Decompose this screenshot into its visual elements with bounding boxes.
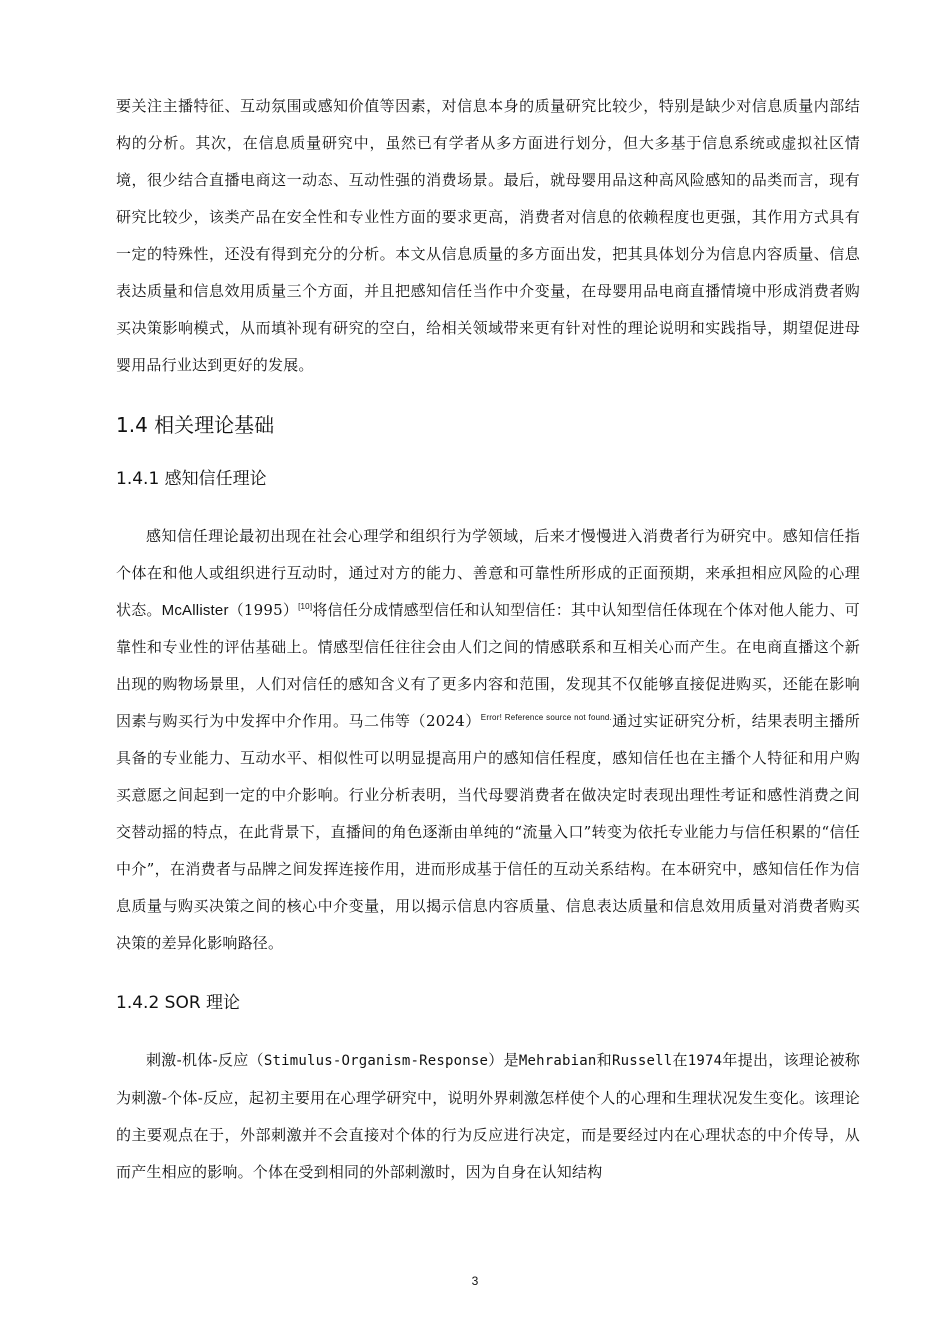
author-mcallister: McAllister (161, 602, 229, 619)
sor-and: 和 (596, 1051, 612, 1069)
section-heading-1-4-2: 1.4.2 SOR 理论 (116, 993, 241, 1013)
sor-theory-paragraph (116, 1042, 860, 1191)
perceived-trust-text-1: 感知信任理论最初出现在社会心理学和组织行为学领域，后来才慢慢进入消费者行为研究中。感知信任指个体在和他人或组织进行互动时，通过对方的能力、善意和可靠性所形成的正面预期，来承担相应风险的心理状态。 (116, 527, 860, 619)
sor-model-english: Stimulus-Organism-Response (263, 1053, 489, 1069)
sor-text-3: 在 (672, 1051, 688, 1069)
section-heading-1-4: 1.4 相关理论基础 (116, 413, 275, 437)
section-heading-1-4-1: 1.4.1 感知信任理论 (116, 469, 267, 489)
citation-ref-10: [10] (298, 602, 313, 611)
year-1995: （1995） (228, 601, 299, 619)
perceived-trust-paragraph (116, 518, 860, 962)
perceived-trust-text-2: 将信任分成情感型信任和认知型信任：其中认知型信任体现在个体对他人能力、可靠性和专业性的评估基础上。情感型信任往往会由人们之间的情感联系和互相关心而产生。在电商直播这个新出现的购物场景里，人们对信任的感知含义有了更多内容和范围，发现其不仅能够直接促进购买，还能在影响因素与购买行为中发挥中介作用。马二伟等（2024） (116, 601, 860, 730)
perceived-trust-text-3: 通过实证研究分析，结果表明主播所具备的专业能力、互动水平、相似性可以明显提高用户的感知信任程度，感知信任也在主播个人特征和用户购买意愿之间起到一定的中介影响。行业分析表明，当代母婴消费者在做决定时表现出理性考证和感性消费之间交替动摇的特点，在此背景下，直播间的角色逐渐由单纯的“流量入口”转变为依托专业能力与信任积累的“信任中介”，在消费者与品牌之间发挥连接作用，进而形成基于信任的互动关系结构。在本研究中，感知信任作为信息质量与购买决策之间的核心中介变量，用以揭示信息内容质量、信息表达质量和信息效用质量对消费者购买决策的差异化影响路径。 (116, 712, 860, 952)
author-mehrabian: Mehrabian (518, 1053, 597, 1069)
reference-error-marker: Error! Reference source not found. (480, 713, 612, 722)
sor-year: 1974 (687, 1053, 723, 1069)
sor-text-2: ）是 (488, 1051, 519, 1069)
sor-text-4: 年提出，该理论被称为刺激-个体-反应，起初主要用在心理学研究中，说明外界刺激怎样使个人的心理和生理状况发生变化。该理论的主要观点在于，外部刺激并不会直接对个体的行为反应进行决定，而是要经过内在心理状态的中介传导，从而产生相应的影响。个体在受到相同的外部刺激时，因为自身在认知结构 (116, 1051, 861, 1181)
author-russell: Russell (611, 1053, 673, 1069)
page-number: 3 (471, 1274, 479, 1288)
sor-text-1: 刺激-机体-反应（ (146, 1051, 264, 1069)
page-content (116, 88, 860, 1191)
intro-paragraph: 要关注主播特征、互动氛围或感知价值等因素，对信息本身的质量研究比较少，特别是缺少对信息质量内部结构的分析。其次，在信息质量研究中，虽然已有学者从多方面进行划分，但大多基于信息系统或虚拟社区情境，很少结合直播电商这一动态、互动性强的消费场景。最后，就母婴用品这种高风险感知的品类而言，现有研究比较少，该类产品在安全性和专业性方面的要求更高，消费者对信息的依赖程度也更强，其作用方式具有一定的特殊性，还没有得到充分的分析。本文从信息质量的多方面出发，把其具体划分为信息内容质量、信息表达质量和信息效用质量三个方面，并且把感知信任当作中介变量，在母婴用品电商直播情境中形成消费者购买决策影响模式，从而填补现有研究的空白，给相关领域带来更有针对性的理论说明和实践指导，期望促进母婴用品行业达到更好的发展。 (116, 97, 860, 374)
